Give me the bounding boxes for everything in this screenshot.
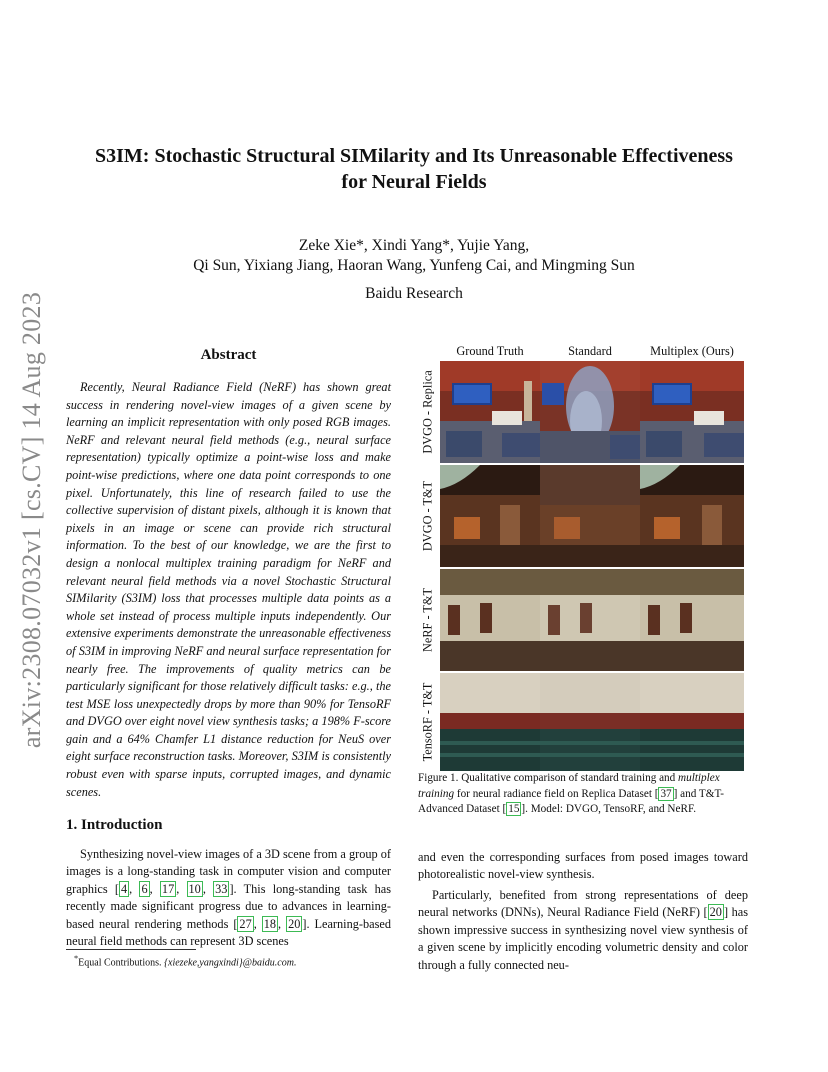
- intro-nerf-paragraph: [418, 887, 748, 974]
- row-label-dvgo-replica: DVGO - Replica: [420, 370, 435, 454]
- footnote-rule: [66, 949, 196, 950]
- intro-text-b: ]. This long-standing task has recently made significant progress due to advances in learning-based neural rendering methods [: [66, 881, 391, 931]
- intro-paragraph: Synthesizing novel-view images of a 3D scene from a group of images is a long-standing task in computer vision and computer graphics [ 4 , 6 , 17 , 10 , 33 ]. This long-standing task has recently made significant progress due to advances in learning-based neural rendering methods [ 27 , 18 , 20 ]. Learning-based neural field methods can represent 3D scenes: [66, 847, 391, 949]
- affiliation: Baidu Research: [365, 285, 463, 302]
- abstract-text: Recently, Neural Radiance Field (NeRF) has shown great success in rendering novel-view images of a given scene by learning an implicit representation with only posed RGB images. NeRF and relevant neural field methods (e.g., neural surface representation) typically optimize a point-wise loss and make point-wise predictions, where one data point corresponds to one pixel. Unfortunately, this line of research failed to use the collective supervision of distant pixels, although it is known that pixels in an image or scene can provide rich structural information. To the best of our knowledge, we are the first to design a nonlocal multiplex training paradigm for NeRF and relevant neural field methods via a novel Stochastic Structural SIMilarity (S3IM) loss that processes multiple data points as a whole set instead of process multiple inputs independently. Our extensive experiments demonstrate the unreasonable effectiveness of S3IM in improving NeRF and neural surface representation for nearly free. The improvements of quality metrics can be particularly significant for those relatively difficult tasks: e.g., the test MSE loss unexpectedly drops by more than 90% for TensoRF and DVGO over eight novel view synthesis tasks; a 198% F-score gain and a 64% Chamfer L1 distance reduction for NeuS over eight surface reconstruction tasks. Moreover, S3IM is consistently robust even with sparse inputs, corrupted images, and dynamic scenes.: [66, 380, 391, 799]
- image-nerf-tt-multiplex: [640, 569, 744, 671]
- citation-link[interactable]: 18: [263, 916, 277, 931]
- row-label-dvgo-tt: DVGO - T&T: [420, 480, 435, 552]
- image-dvgo-replica-multiplex: [640, 361, 744, 463]
- citation-link[interactable]: 6: [141, 881, 148, 896]
- footnote: [74, 954, 296, 968]
- title-line-2: for Neural Fields: [341, 171, 487, 193]
- image-dvgo-tt-standard: [540, 465, 640, 567]
- footnote-email: {xiezeke,yangxindi}@baidu.com.: [164, 957, 297, 969]
- image-dvgo-replica-standard: [540, 361, 640, 463]
- image-nerf-tt-standard: [540, 569, 640, 671]
- caption-text-c: ] and T&T-Advanced Dataset [: [418, 787, 724, 816]
- image-tensorf-tt-multiplex: [640, 673, 744, 771]
- intro-text-a: Synthesizing novel-view images of a 3D scene from a group of images is a long-standing task in computer vision and computer graphics [: [66, 847, 391, 896]
- citation-link[interactable]: 33: [215, 881, 228, 896]
- author-list: [60, 236, 768, 276]
- footnote-text: Equal Contributions.: [78, 957, 165, 969]
- authors-line-1: Zeke Xie*, Xindi Yang*, Yujie Yang,: [298, 237, 530, 254]
- nerf-text-b: ] has shown impressive success in synthesizing novel view synthesis of a given scene by implicitly encoding volumetric density and color through a fully connected neu-: [418, 905, 748, 972]
- column-header-multiplex: Multiplex (Ours): [650, 344, 734, 358]
- figure-caption: [418, 771, 748, 818]
- image-nerf-tt-ground-truth: [440, 569, 540, 671]
- citation-link[interactable]: 10: [188, 881, 201, 896]
- image-tensorf-tt-ground-truth: [440, 673, 540, 771]
- row-label-nerf-tt: NeRF - T&T: [420, 588, 435, 652]
- citation-link[interactable]: 27: [239, 916, 252, 931]
- figure-1: [418, 344, 748, 774]
- image-dvgo-tt-ground-truth: [440, 465, 540, 567]
- caption-emphasis: multiplex training: [418, 772, 720, 800]
- nerf-text-a: Particularly, benefited from strong representations of deep neural networks (DNNs), Neural Radiance Field (NeRF) [: [418, 888, 748, 920]
- section-heading-introduction: 1. Introduction: [66, 817, 163, 833]
- caption-text-b: for neural radiance field on Replica Dataset [: [454, 787, 659, 800]
- footnote-marker: *: [74, 954, 79, 963]
- citation-link[interactable]: 37: [660, 787, 672, 800]
- image-dvgo-replica-ground-truth: [440, 361, 540, 463]
- caption-text-d: ]. Model: DVGO, TensoRF, and NeRF.: [521, 803, 697, 816]
- citation-link[interactable]: 4: [120, 881, 128, 896]
- authors-line-2: Qi Sun, Yixiang Jiang, Haoran Wang, Yunfeng Cai, and Mingming Sun: [193, 257, 635, 274]
- abstract-heading: Abstract: [200, 347, 257, 363]
- row-label-tensorf-tt: TensoRF - T&T: [420, 682, 435, 762]
- image-tensorf-tt-standard: [540, 673, 640, 771]
- column-header-standard: Standard: [568, 344, 612, 358]
- intro-text-c: ]. Learning-based neural field methods can represent 3D scenes: [66, 916, 391, 949]
- arxiv-id: arXiv:2308.07032v1 [cs.CV] 14 Aug 2023: [17, 291, 46, 749]
- caption-text-a: Figure 1. Qualitative comparison of standard training and: [418, 772, 679, 784]
- intro-continued-paragraph: and even the corresponding surfaces from posed images toward photorealistic novel-view synthesis.: [418, 850, 748, 882]
- column-header-ground-truth: Ground Truth: [456, 344, 524, 358]
- arxiv-stamp: [12, 280, 52, 760]
- citation-link[interactable]: 15: [508, 803, 520, 816]
- citation-link[interactable]: 20: [709, 905, 722, 920]
- citation-link[interactable]: 17: [161, 881, 175, 896]
- title-line-1: S3IM: Stochastic Structural SIMilarity and Its Unreasonable Effectiveness: [95, 145, 733, 167]
- image-dvgo-tt-multiplex: [640, 465, 744, 567]
- paper-title: [60, 143, 768, 195]
- citation-link[interactable]: 20: [288, 916, 301, 931]
